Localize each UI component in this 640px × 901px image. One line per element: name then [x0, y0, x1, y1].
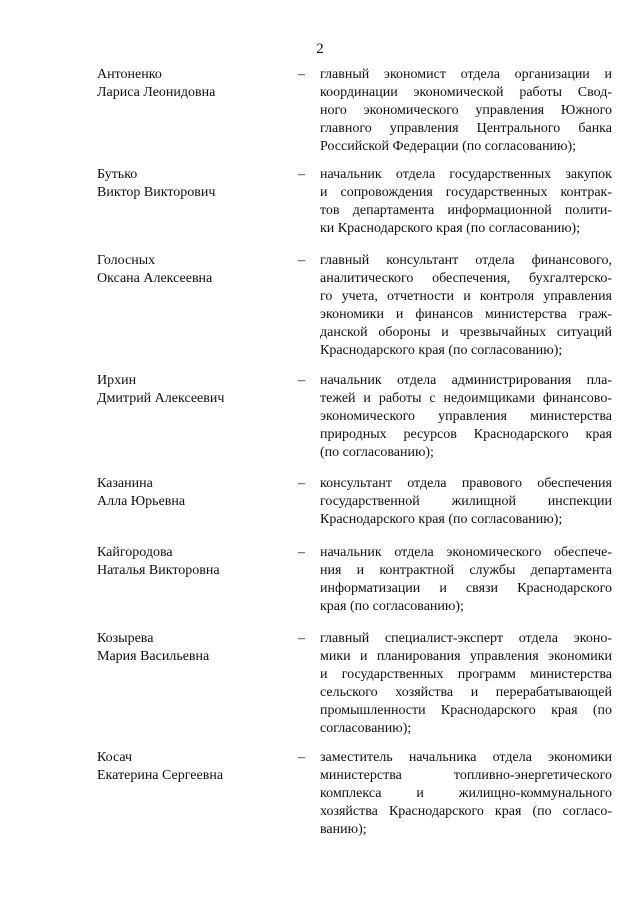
- position-line: заместитель начальника отдела экономики: [320, 750, 612, 765]
- member-surname: Бутько: [97, 167, 138, 182]
- position-line: и сопровождения государственных контрак-: [320, 185, 612, 200]
- dash-separator: –: [298, 167, 305, 182]
- position-line: ванию);: [320, 822, 367, 837]
- position-line: мики и планирования управления экономики: [320, 649, 612, 664]
- member-surname: Антоненко: [97, 67, 162, 82]
- position-line: ния и контрактной службы департамента: [320, 563, 612, 578]
- position-line: начальник отдела экономического обеспече-: [320, 545, 612, 560]
- member-name: [97, 475, 287, 511]
- position-line: го учета, отчетности и контроля управления: [320, 289, 612, 304]
- position-line: и государственных программ министерства: [320, 667, 612, 682]
- position-line: главный экономист отдела организации и: [320, 67, 612, 82]
- position-line: главный консультант отдела финансового,: [320, 253, 612, 268]
- position-line: главный специалист-эксперт отдела эконо-: [320, 631, 612, 646]
- position-line: аналитического обеспечения, бухгалтерско-: [320, 271, 612, 286]
- position-line: ного экономического управления Южного: [320, 103, 612, 118]
- position-line: министерства топливно-энергетического: [320, 768, 612, 783]
- position-line: главного управления Центрального банка: [320, 121, 612, 136]
- member-surname: Казанина: [97, 476, 153, 491]
- position-line: консультант отдела правового обеспечения: [320, 476, 612, 491]
- member-position: [320, 475, 612, 529]
- member-surname: Козырева: [97, 631, 154, 646]
- position-line: хозяйства Краснодарского края (по согласо-: [320, 804, 612, 819]
- dash-separator: –: [298, 253, 305, 268]
- member-name: [97, 166, 287, 202]
- member-given-name: Екатерина Сергеевна: [97, 768, 224, 783]
- position-line: Российской Федерации (по согласованию);: [320, 139, 577, 154]
- position-line: комплекса и жилищно-коммунального: [320, 786, 612, 801]
- position-line: экономики и финансов министерства граж-: [320, 307, 612, 322]
- member-position: [320, 749, 612, 839]
- member-name: [97, 749, 287, 785]
- position-line: Краснодарского края (по согласованию);: [320, 512, 563, 527]
- position-line: (по согласованию);: [320, 445, 434, 460]
- position-line: промышленности Краснодарского края (по: [320, 703, 612, 718]
- page-number: 2: [316, 41, 324, 57]
- position-line: тов департамента информационной полити-: [320, 203, 612, 218]
- member-position: [320, 66, 612, 156]
- member-name: [97, 252, 287, 288]
- position-line: природных ресурсов Краснодарского края: [320, 427, 612, 442]
- member-surname: Кайгородова: [97, 545, 173, 560]
- member-given-name: Алла Юрьевна: [97, 494, 186, 509]
- dash-separator: –: [298, 373, 305, 388]
- position-line: начальник отдела администрирования пла-: [320, 373, 612, 388]
- position-line: координации экономической работы Свод-: [320, 85, 612, 100]
- member-given-name: Мария Васильевна: [97, 649, 210, 664]
- dash-separator: –: [298, 476, 305, 491]
- member-given-name: Лариса Леонидовна: [97, 85, 216, 100]
- member-surname: Ирхин: [97, 373, 137, 388]
- position-line: данской обороны и чрезвычайных ситуаций: [320, 325, 612, 340]
- member-given-name: Дмитрий Алексеевич: [97, 391, 225, 406]
- member-name: [97, 66, 287, 102]
- member-position: [320, 372, 612, 462]
- member-name: [97, 544, 287, 580]
- position-line: края (по согласованию);: [320, 599, 464, 614]
- member-position: [320, 166, 612, 238]
- position-line: Краснодарского края (по согласованию);: [320, 343, 563, 358]
- position-line: сельского хозяйства и перерабатывающей: [320, 685, 612, 700]
- member-name: [97, 630, 287, 666]
- member-name: [97, 372, 287, 408]
- dash-separator: –: [298, 545, 305, 560]
- position-line: согласованию);: [320, 721, 412, 736]
- member-given-name: Наталья Викторовна: [97, 563, 220, 578]
- member-surname: Голосных: [97, 253, 156, 268]
- position-line: тежей и работы с недоимщиками финансово-: [320, 391, 612, 406]
- dash-separator: –: [298, 750, 305, 765]
- position-line: начальник отдела государственных закупок: [320, 167, 612, 182]
- member-given-name: Оксана Алексеевна: [97, 271, 213, 286]
- member-position: [320, 544, 612, 616]
- position-line: информатизации и связи Краснодарского: [320, 581, 612, 596]
- member-given-name: Виктор Викторович: [97, 185, 216, 200]
- member-position: [320, 630, 612, 738]
- dash-separator: –: [298, 67, 305, 82]
- position-line: экономического управления министерства: [320, 409, 612, 424]
- dash-separator: –: [298, 631, 305, 646]
- member-surname: Косач: [97, 750, 133, 765]
- member-position: [320, 252, 612, 360]
- position-line: государственной жилищной инспекции: [320, 494, 612, 509]
- position-line: ки Краснодарского края (по согласованию);: [320, 221, 581, 236]
